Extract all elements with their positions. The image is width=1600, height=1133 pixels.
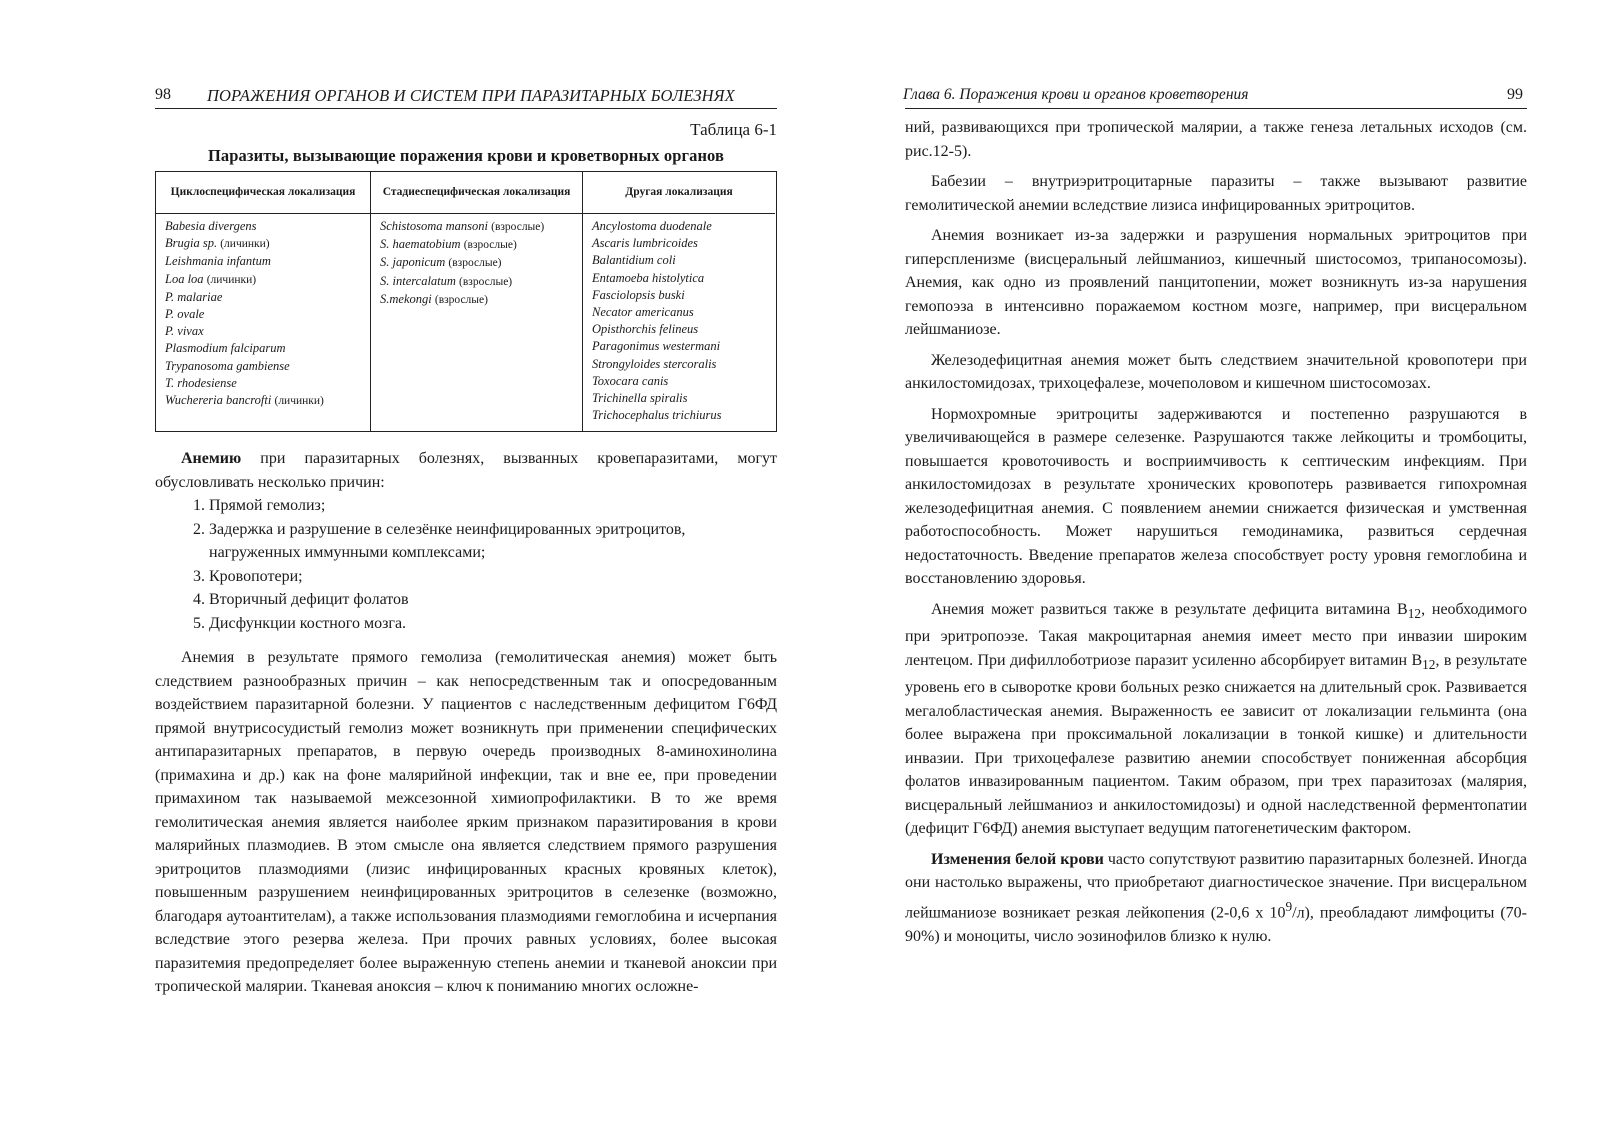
running-head [155,86,777,109]
table-cell [592,270,775,287]
paragraph: ний, развивающихся при тропической малярии, а также генеза летальных исходов (см. рис.12-5). [905,119,1527,160]
table-cell [592,356,775,373]
table-cell [592,407,775,424]
table-cell [165,375,370,392]
table-cell [165,392,370,410]
species-name: Wuchereria bancrofti [165,393,272,408]
table-cell [592,304,775,321]
subscript: 12 [1407,605,1422,621]
text-run: , в результате уровень его в сыворотке крови больных резко снижается на длительный срок. Развивается мегалобластическая анемия. Выраженность ее зависит от локализации гельминта (она более выражена при проксимальной локализации в тонкой кишке) и длительности инвазии. При трихоцефалезе развитию анемии способствует пониженная абсорбция фолатов инвазированным пациентом. Таким образом, при трех паразитозах (малярия, висцеральный лейшманиоз и анкилостомидозы) и одной наследственной ферментопатии (дефицит Г6ФД) анемия выступает ведущим патогенетическим фактором. [905,651,1527,838]
paragraph [905,598,1527,841]
list-item: 5. Дисфункции костного мозга. [193,614,407,632]
running-title: ПОРАЖЕНИЯ ОРГАНОВ И СИСТЕМ ПРИ ПАРАЗИТАРНЫХ БОЛЕЗНЯХ [207,86,735,105]
superscript: 9 [1285,898,1293,914]
text-run: часто сопутствуют развитию паразитарных болезней. Иногда они настолько выражены, что приобретают диагностическое значение. При висцеральном лейшманиозе возникает резкая лейкопения (2-0,6 х 10 [905,850,1527,922]
running-head [905,86,1527,109]
table-header: Другая локализация [583,172,775,214]
species-name: Necator americanus [592,305,694,320]
species-name: S. intercalatum [380,273,456,288]
table-caption: Таблица 6-1 [690,120,777,139]
text-run: Анемия может развиться также в результате дефицита витамина B [931,600,1408,618]
species-name: Trichocephalus trichiurus [592,408,722,423]
intro-lead: Анемию [181,450,242,467]
species-name: S.mekongi [380,291,432,306]
stage-note: (взрослые) [434,293,488,306]
paragraph: Анемия в результате прямого гемолиза (гемолитическая анемия) может быть следствием разнообразных причин – как непосредственным так и опосредованным воздействием паразитарной болезни. У пациентов с наследственным дефицитом Г6ФД прямой внутрисосудистый гемолиз может возникнуть при применении специфических антипаразитарных препаратов, в первую очередь производных 8-аминохинолина (примахина и др.) как на фоне малярийной инфекции, так и вне ее, при проведении примахином так называемой межсезонной химиопрофилактики. В то же время гемолитическая анемия является наиболее ярким признаком паразитирования в крови малярийных плазмодиев. В этом смысле она является следствием прямого разрушения эритроцитов плазмодиями (лизис инфицированных красных кровяных клеток), повышенным разрушением неинфицированных эритроцитов в селезенке (возможно, благодаря аутоантителам), а также использования плазмодиями гемоглобина и исчерпания вследствие этого резерва железа. При прочих равных условиях, более высокая паразитемия предопределяет более выраженную степень анемии и тканевой аноксии при тропической малярии. Тканевая аноксия – ключ к пониманию многих осложне- [155,649,777,995]
subscript: 12 [1422,656,1436,672]
species-name: Strongyloides stercoralis [592,356,717,371]
parasites-table [155,171,777,432]
page-number: 99 [1507,86,1523,103]
species-name: Entamoeba histolytica [592,270,705,285]
page-number: 98 [155,86,171,103]
table-cell [165,289,370,306]
table-header: Циклоспецифическая локализация [156,172,370,214]
species-name: Loa loa [165,271,204,286]
text-run: , необходимого при эритропоэзе. Такая макроцитарная анемия имеет место при инвазии широким лентецом. При дифиллоботриозе паразит усиленно абсорбирует витамин B [905,600,1527,669]
paragraph: Анемия возникает из-за задержки и разрушения нормальных эритроцитов при гиперспленизме (висцеральный лейшманиоз, кишечный шистосомоз, трипаносомозы). Анемия, как одно из проявлений панцитопении, может возникнуть из-за нарушения гемопоэза в интенсивно поражаемом костном мозге, например, при висцеральном лейшманиозе. [905,227,1527,338]
table-list [371,214,582,309]
paragraph: Нормохромные эритроциты задерживаются и постепенно разрушаются в увеличивающейся в размере селезенке. Разрушаются также лейкоциты и тромбоциты, повышается кровоточивость и восприимчивость к септическим инфекциям. При анкилостомидозах в результате хронических кровопотерь развивается гипохромная железодефицитная анемия. С появлением анемии снижается физическая и умственная работоспособность. Может нарушиться гемодинамика, развиться сердечная недостаточность. Введение препаратов железа способствует росту уровня гемоглобина и восстановлению здоровья. [905,405,1527,587]
species-name: T. rhodesiense [165,375,237,390]
species-name: Schistosoma mansoni [380,219,488,233]
table-cell [380,273,582,291]
table-cell [380,291,582,309]
species-name: S. japonicum [380,255,446,270]
table-cell [165,358,370,375]
table-cell [165,340,370,357]
species-name: Fasciolopsis buski [592,287,685,302]
paragraph [905,848,1527,948]
intro-paragraph [155,447,777,635]
species-name: Balantidium coli [592,253,676,268]
species-name: Ascaris lumbricoides [592,236,698,251]
species-name: S. haematobium [380,237,461,252]
list-item: 4. Вторичный дефицит фолатов [193,591,409,608]
table-cell [592,287,775,304]
species-name: Babesia divergens [165,219,257,233]
stage-note: (взрослые) [459,275,513,288]
stage-note: (взрослые) [463,239,517,252]
table-cell [165,253,370,270]
paragraph: Железодефицитная анемия может быть следствием значительной кровопотери при анкилостомидозах, трихоцефалезе, мочеполовом и кишечном шистосомозах. [905,351,1527,392]
species-name: Opisthorchis felineus [592,322,699,337]
right-text [905,116,1527,948]
species-name: Leishmania infantum [165,254,271,269]
species-name: Paragonimus westermani [592,339,721,354]
table-cell [592,390,775,407]
table-cell [165,235,370,253]
species-name: Ancylostoma duodenale [592,219,712,233]
table-cell [592,321,775,338]
table-cell [380,236,582,254]
table-cell [592,235,775,252]
table-cell [592,252,775,269]
stage-note: (взрослые) [491,221,545,233]
stage-note: (личинки) [274,395,324,408]
table-cell [592,218,775,235]
table-cell [165,323,370,340]
running-title: Глава 6. Поражения крови и органов кроветворения [903,86,1249,103]
species-name: P. ovale [165,307,205,322]
species-name: Trypanosoma gambiense [165,358,290,373]
table-cell [380,218,582,236]
species-name: P. malariae [165,289,223,304]
species-name: Toxocara canis [592,373,669,388]
table-title: Паразиты, вызывающие поражения крови и кроветворных органов [207,146,725,165]
list-item: 2. Задержка и разрушение в селезёнке неинфицированных эритроцитов, нагруженных иммунными комплексами; [193,520,686,561]
species-name: Plasmodium falciparum [165,341,286,356]
list-item: 1. Прямой гемолиз; [193,497,326,514]
paragraph: Бабезии – внутриэритроцитарные паразиты – также вызывают развитие гемолитической анемии вследствие лизиса инфицированных эритроцитов. [905,173,1527,214]
stage-note: (личинки) [206,273,257,286]
species-name: P. vivax [165,324,204,339]
table-cell [165,271,370,289]
table-column-other [583,172,775,431]
stage-note: (личинки) [220,238,270,251]
list-item: 3. Кровопотери; [193,567,303,585]
table-list [156,214,370,410]
table-list [583,214,775,424]
causes-list [155,494,777,635]
table-cell [380,254,582,272]
intro-text: при паразитарных болезнях, вызванных кровепаразитами, могут обусловливать несколько причин: [155,450,777,491]
paragraph-lead: Изменения белой крови [931,850,1104,868]
hemolysis-paragraph [155,646,777,999]
table-column-stagespecific [371,172,583,431]
stage-note: (взрослые) [448,257,502,270]
species-name: Brugia sp. [165,236,218,251]
text-run: /л), преобладают лимфоциты (70-90%) и моноциты, число эозинофилов близко к нулю. [905,904,1527,945]
species-name: Trichinella spiralis [592,391,688,406]
table-column-cyclospecific [156,172,371,431]
table-cell [165,218,370,235]
table-cell [165,306,370,323]
table-cell [592,338,775,355]
table-header: Стадиеспецифическая локализация [371,172,582,214]
table-cell [592,373,775,390]
